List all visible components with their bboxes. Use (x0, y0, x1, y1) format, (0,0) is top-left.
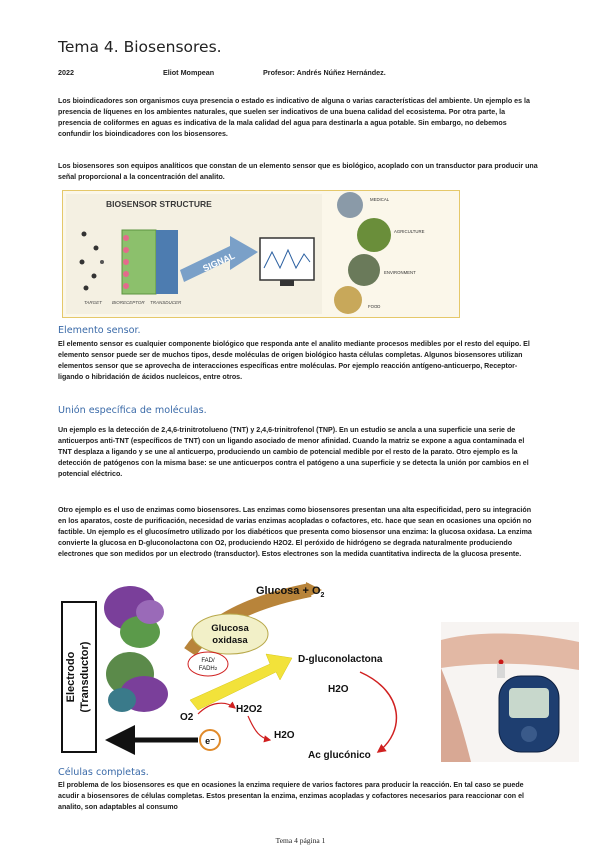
paragraph-biosensors: Los biosensores son equipos analíticos que constan de un elemento sensor que es biológico, acoplado con un transductor para producir una señal proporcional a la concentración del analito. (58, 162, 538, 181)
blood-drop (499, 660, 504, 665)
label-food: FOOD (368, 304, 381, 309)
heading-celulas-completas: Células completas. (58, 767, 149, 778)
document-author: Eliot Mompean (163, 68, 215, 77)
red-arrow-h2o (248, 716, 270, 740)
glucose-o2-sub: 2 (320, 592, 325, 599)
gluconolactona-label: D-gluconolactona (298, 654, 383, 665)
enzyme-name-1: Glucosa (211, 623, 249, 634)
paragraph-bioindicators: Los bioindicadores son organismos cuya presencia o estado es indicativo de alguna o varias características del ambiente. Un ejemplo es la presencia de líquenes en los ambientes naturales, que suelen ser indicativos de una buena calidad del ecosistema. Por otra parte, la presencia de coliformes en aguas es indicativa de la mala calidad del agua para destinarla a agua potable. Sin embargo, no debemos confundir los bioindicadores con los biosensores. (58, 97, 530, 138)
fadh-text: FADH (198, 666, 215, 672)
h2o-right-label: H2O (328, 684, 349, 695)
app-medical-image (337, 192, 363, 218)
label-agriculture: AGRICULTURE (394, 229, 425, 234)
fad-label: FAD/ (201, 658, 215, 664)
electrode-label: Electrodo (65, 651, 77, 703)
transducer-block (156, 230, 178, 294)
biosensor-structure-figure (62, 190, 460, 318)
app-agriculture-image (357, 218, 391, 252)
monitor-stand (280, 280, 294, 286)
glucose-oxidase-figure (60, 582, 440, 762)
paragraph-enzymes: Otro ejemplo es el uso de enzimas como biosensores. Las enzimas como biosensores presentan una alta especificidad, pero su integración en los aparatos, coste de purificación, necesidad de varias enzimas acopladas o cofactores, etc. hace que sean en ocasiones una opción no factible. Un ejemplo es el glucosímetro utilizado por los diabéticos que presenta como biosensor una enzima: la glucosa oxidasa. La enzima convierte la glucosa en D-gluconolactona con O2, produciendo H2O2. El peróxido de hidrógeno se degrada naturalmente produciendo electrones que son medidos por un electrodo (transductor). Estos electrones son la medida cuantitativa indirecta de la glucosa presente. (58, 506, 532, 558)
o2-label: O2 (180, 712, 194, 723)
label-bioreceptor: BIORECEPTOR (112, 300, 145, 305)
page-footer: Tema 4 página 1 (275, 836, 326, 845)
glucose-text: Glucosa + O (256, 585, 321, 597)
document-year: 2022 (58, 68, 74, 77)
red-curve-right (360, 672, 396, 752)
document-title: Tema 4. Biosensores. (58, 38, 222, 56)
document-professor: Profesor: Andrés Núñez Hernández. (263, 68, 386, 77)
electron-label: e⁻ (205, 736, 215, 746)
meter-screen (509, 688, 549, 718)
app-environment-image (348, 254, 380, 286)
enzyme-name-2: oxidasa (212, 635, 248, 646)
fad-ellipse (188, 652, 228, 676)
signal-label: SIGNAL (201, 250, 237, 274)
paragraph-cells: El problema de los biosensores es que en ocasiones la enzima requiere de varios factores para producir la reacción. En tal caso se puede acudir a biosensores de células completas. Estos presentan la enzima, enzimas acopladas y cofactores necesarios para reaccionar con el analito, son adaptables al consumo (58, 781, 525, 811)
h2o-bottom-label: H2O (274, 730, 295, 741)
transductor-label: (Transductor) (79, 641, 91, 713)
label-transducer: TRANSDUCER (150, 300, 182, 305)
h2o2-label: H2O2 (236, 704, 263, 715)
enzyme-proteins (104, 586, 168, 712)
test-strip (497, 664, 505, 678)
glucometer-photo (441, 622, 579, 762)
structure-heading: BIOSENSOR STRUCTURE (106, 199, 212, 209)
heading-union-especifica: Unión específica de moléculas. (58, 405, 207, 416)
heading-elemento-sensor: Elemento sensor. (58, 325, 141, 336)
acid-label: Ac glucónico (308, 750, 371, 761)
meter-button (521, 726, 537, 742)
paragraph-sensor: El elemento sensor es cualquier componente biológico que responda ante el analito mediante procesos medibles por el resto del equipo. El elemento sensor puede ser de muchos tipos, desde moléculas de origen biológico hasta células completas. Algunos biosensores utilizan elementos sensor que se aprovecha de interacciones específicas entre moléculas. Por ejemplo reacción antígeno-anticuerpo, Receptor-ligando o hibridación de ácidos nucleicos, entre otros. (58, 340, 530, 381)
paragraph-union: Un ejemplo es la detección de 2,4,6-trinitrotolueno (TNT) y 2,4,6-trinitrofenol (TNP). En un estudio se ancla a una superficie una serie de anticuerpos anti-TNT (específicos de TNT) con un ligando asociado de menor afinidad. Cuando la matriz se expone a agua contaminada el TNT desplaza a ligando y se une al anticuerpo, produciendo un cambio de potencial medible por el resto de la parato. Otro ejemplo es la detección de patógenos con la misma base: se une anticuerpos contra el patógeno a una superficie y se detecta la unión por cambios en el potencial eléctrico. (58, 426, 529, 478)
label-target: TARGET (84, 300, 102, 305)
enzyme-ellipse (192, 614, 268, 654)
fadh-sub: 2 (214, 666, 218, 671)
glucose-label (256, 585, 325, 599)
app-food-image (334, 286, 362, 314)
label-environment: ENVIRONMENT (384, 270, 416, 275)
label-medical: MEDICAL (370, 197, 390, 202)
